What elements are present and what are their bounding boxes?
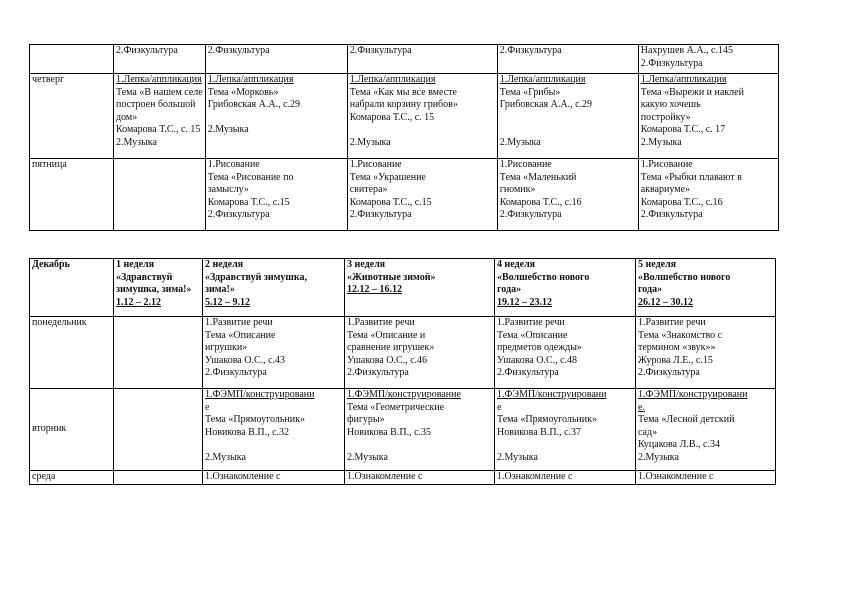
cell-text-line: набрали корзину грибов» [349, 99, 458, 111]
day-cell [30, 45, 114, 74]
cell-text-line: Комарова Т.С., с.15 [207, 196, 290, 208]
cell-text-line: Комарова Т.С., с.15 [349, 196, 432, 208]
cell-text-line: Новикова В.П., с.32 [205, 426, 290, 438]
schedule-cell [345, 259, 495, 317]
cell-text-line: Тема «Описание [205, 329, 276, 341]
cell-text-line: 1.ФЭМП/конструирование [347, 389, 461, 400]
schedule-row [30, 259, 776, 317]
cell-text-line: 2.Музыка [116, 136, 157, 148]
schedule-row [30, 45, 779, 74]
cell-text-line: Тема «Прямоугольник» [205, 414, 305, 426]
schedule-table-november [29, 44, 779, 231]
cell-text-line: Тема «Прямоугольник» [497, 414, 597, 426]
cell-text-line [500, 112, 636, 125]
cell-text-line: 1.ФЭМП/конструировани [497, 389, 607, 400]
cell-text-line: какую хочешь [640, 99, 701, 111]
cell-text-line: 1 неделя [116, 259, 155, 270]
cell-text-line: Тема «Украшение [349, 171, 426, 183]
schedule-cell [636, 471, 776, 485]
cell-text-line: Тема «Описание [497, 329, 568, 341]
cell-text-line [350, 124, 495, 137]
cell-text-line: Комарова Т.С., с. 15 [116, 124, 201, 136]
cell-text-line: 1.Лепка/аппликация [499, 74, 586, 85]
schedule-cell [495, 471, 636, 485]
cell-text-line: Грибовская А.А., с.29 [499, 99, 593, 111]
cell-text-line: Тема «Знакомство с [638, 329, 723, 341]
cell-text-line [497, 439, 633, 452]
schedule-cell [114, 45, 206, 74]
cell-text-line: 1.12 – 2.12 [116, 296, 161, 308]
cell-text-line: Ушакова О.С., с.46 [347, 354, 428, 366]
cell-text-line: 1.Ознакомление с [638, 471, 714, 482]
cell-text-line: 1.Развитие речи [347, 317, 415, 328]
cell-text-line: аквариуме» [640, 184, 691, 196]
cell-text-line: Ушакова О.С., с.43 [205, 354, 286, 366]
day-cell: пятница [30, 159, 114, 231]
cell-text-line: 2.Физкультура [499, 45, 562, 56]
schedule-cell [114, 317, 203, 389]
schedule-cell [497, 45, 638, 74]
cell-text-line: 2.Физкультура [638, 367, 700, 379]
cell-text-line: 2.Физкультура [497, 367, 559, 379]
schedule-cell [497, 159, 638, 231]
schedule-cell [495, 259, 636, 317]
cell-text-line: Тема «Маленький [499, 171, 577, 183]
schedule-cell [638, 74, 778, 159]
cell-text-line: Новикова В.П., с.37 [497, 426, 582, 438]
cell-text-line: 2.Физкультура [207, 45, 270, 56]
cell-text-line: 1.Лепка/аппликация [349, 74, 436, 85]
cell-text-line: 2.Физкультура [347, 367, 409, 379]
cell-text-line: «Волшебство нового [497, 271, 590, 283]
cell-text-line: 2.Музыка [499, 136, 541, 148]
schedule-cell [347, 45, 497, 74]
cell-text-line: 1.Лепка/аппликация [640, 74, 727, 85]
schedule-cell [495, 389, 636, 471]
cell-text-line: Комарова Т.С., с.16 [640, 196, 723, 208]
cell-text-line: Тема «Морковь» [207, 86, 279, 98]
schedule-cell [636, 259, 776, 317]
schedule-cell [205, 74, 347, 159]
cell-text-line: 19.12 – 23.12 [497, 296, 552, 308]
cell-text-line: 2.Музыка [497, 451, 538, 463]
day-cell: Декабрь [30, 259, 114, 317]
cell-text-line: зима!» [205, 284, 235, 296]
cell-text-line: Нахрушев А.А., с.145 [640, 45, 733, 56]
cell-text-line: Грибовская А.А., с.29 [207, 99, 301, 111]
cell-text-line: е. [638, 401, 645, 413]
schedule-row [30, 317, 776, 389]
schedule-cell [497, 74, 638, 159]
cell-text-line: «Здравствуй [116, 271, 173, 283]
cell-text-line: Куцакова Л.В., с.34 [638, 439, 720, 451]
schedule-cell [347, 74, 497, 159]
cell-text-line: Комарова Т.С., с. 17 [640, 124, 726, 136]
schedule-cell [114, 159, 206, 231]
cell-text-line: «Здравствуй зимушка, [205, 271, 307, 283]
cell-text-line: 1.Рисование [349, 159, 402, 170]
cell-text-line: 1.ФЭМП/конструировани [205, 389, 315, 400]
cell-text-line: «Животные зимой» [347, 271, 436, 283]
schedule-row [30, 389, 776, 471]
cell-text-line: 2.Физкультура [116, 45, 178, 56]
cell-text-line: 2.Физкультура [349, 209, 412, 221]
schedule-cell [345, 317, 495, 389]
cell-text-line: 2.Музыка [207, 124, 249, 136]
cell-text-line: игрушки» [205, 342, 248, 354]
schedule-cell [203, 389, 345, 471]
cell-text-line: 26.12 – 30.12 [638, 296, 693, 308]
cell-text-line [500, 124, 636, 137]
schedule-cell [205, 159, 347, 231]
cell-text-line: 2.Физкультура [640, 57, 703, 69]
cell-text-line: 3 неделя [347, 259, 386, 270]
cell-text-line: 2.Музыка [349, 136, 391, 148]
cell-text-line: 2 неделя [205, 259, 244, 270]
cell-text-line: года» [497, 284, 522, 296]
cell-text-line: е [497, 401, 502, 413]
day-cell: вторник [30, 389, 114, 471]
cell-text-line: года» [638, 284, 663, 296]
schedule-cell [345, 389, 495, 471]
schedule-cell [495, 317, 636, 389]
cell-text-line: 1.Развитие речи [497, 317, 565, 328]
schedule-cell [347, 159, 497, 231]
cell-text-line: Тема «В нашем селе [116, 86, 203, 98]
cell-text-line: 12.12 – 16.12 [347, 284, 402, 296]
cell-text-line: Тема «Геометрические [347, 401, 445, 413]
schedule-cell [638, 159, 778, 231]
cell-text-line: 1.Ознакомление с [347, 471, 423, 482]
cell-text-line: Ушакова О.С., с.48 [497, 354, 578, 366]
schedule-body-1 [30, 45, 779, 231]
cell-text-line: дом» [116, 111, 138, 123]
cell-text-line: Тема «Описание и [347, 329, 426, 341]
cell-text-line: Тема «Рыбки плавают в [640, 171, 742, 183]
cell-text-line: термином «звук»» [638, 342, 716, 354]
schedule-cell [203, 471, 345, 485]
cell-text-line: 1.Рисование [207, 159, 260, 170]
schedule-table-december [29, 258, 776, 485]
cell-text-line: Тема «Вырежи и наклей [640, 86, 744, 98]
cell-text-line: 4 неделя [497, 259, 536, 270]
schedule-cell [114, 389, 203, 471]
cell-text-line: гномик» [499, 184, 536, 196]
cell-text-line: 1.Рисование [499, 159, 552, 170]
cell-text-line: 2.Музыка [347, 451, 388, 463]
cell-text-line: 1.Ознакомление с [497, 471, 573, 482]
cell-text-line: Журова Л.Е., с.15 [638, 354, 713, 366]
schedule-cell [345, 471, 495, 485]
cell-text-line: 1.Развитие речи [638, 317, 706, 328]
cell-text-line: свитера» [349, 184, 388, 196]
schedule-cell [636, 317, 776, 389]
cell-text-line: зимушка, зима!» [116, 284, 192, 296]
cell-text-line: Тема «Как мы все вместе [349, 86, 457, 98]
cell-text-line: 2.Физкультура [205, 367, 267, 379]
cell-text-line: Комарова Т.С., с. 15 [349, 111, 435, 123]
cell-text-line [205, 439, 342, 452]
cell-text-line: постройку» [640, 111, 691, 123]
cell-text-line: Тема «Лесной детский [638, 414, 735, 426]
schedule-row [30, 159, 779, 231]
schedule-cell [114, 471, 203, 485]
cell-text-line: 1.Рисование [640, 159, 693, 170]
day-cell: четверг [30, 74, 114, 159]
cell-text-line: 5 неделя [638, 259, 677, 270]
cell-text-line: 2.Физкультура [640, 209, 703, 221]
schedule-cell [636, 389, 776, 471]
schedule-cell [205, 45, 347, 74]
cell-text-line: сравнение игрушек» [347, 342, 435, 354]
cell-text-line: е [205, 401, 210, 413]
schedule-cell [638, 45, 778, 74]
schedule-row [30, 74, 779, 159]
cell-text-line: Комарова Т.С., с.16 [499, 196, 582, 208]
cell-text-line: 2.Музыка [638, 451, 679, 463]
schedule-cell [203, 317, 345, 389]
cell-text-line: 1.Развитие речи [205, 317, 273, 328]
cell-text-line [347, 439, 492, 452]
cell-text-line: сад» [638, 426, 658, 438]
day-cell: среда [30, 471, 114, 485]
schedule-row [30, 471, 776, 485]
cell-text-line: фигуры» [347, 414, 385, 426]
cell-text-line: Новикова В.П., с.35 [347, 426, 432, 438]
cell-text-line: «Волшебство нового [638, 271, 731, 283]
day-cell: понедельник [30, 317, 114, 389]
cell-text-line: построен большой [116, 99, 196, 111]
cell-text-line: предметов одежды» [497, 342, 582, 354]
cell-text-line: 2.Музыка [205, 451, 246, 463]
cell-text-line: 2.Физкультура [207, 209, 270, 221]
cell-text-line: 5.12 – 9.12 [205, 296, 250, 308]
schedule-cell [114, 259, 203, 317]
cell-text-line: 1.ФЭМП/конструировани [638, 389, 748, 400]
cell-text-line: 2.Физкультура [499, 209, 562, 221]
cell-text-line: 1.Лепка/аппликация [207, 74, 294, 85]
cell-text-line: Тема «Грибы» [499, 86, 561, 98]
cell-text-line: замыслу» [207, 184, 249, 196]
cell-text-line: 1.Ознакомление с [205, 471, 281, 482]
cell-text-line [208, 112, 345, 125]
cell-text-line: 1.Лепка/аппликация [116, 74, 202, 85]
schedule-cell [203, 259, 345, 317]
schedule-cell [114, 74, 206, 159]
schedule-body-2 [30, 259, 776, 485]
cell-text-line: 2.Физкультура [349, 45, 412, 56]
cell-text-line: 2.Музыка [640, 136, 682, 148]
cell-text-line: Тема «Рисование по [207, 171, 294, 183]
